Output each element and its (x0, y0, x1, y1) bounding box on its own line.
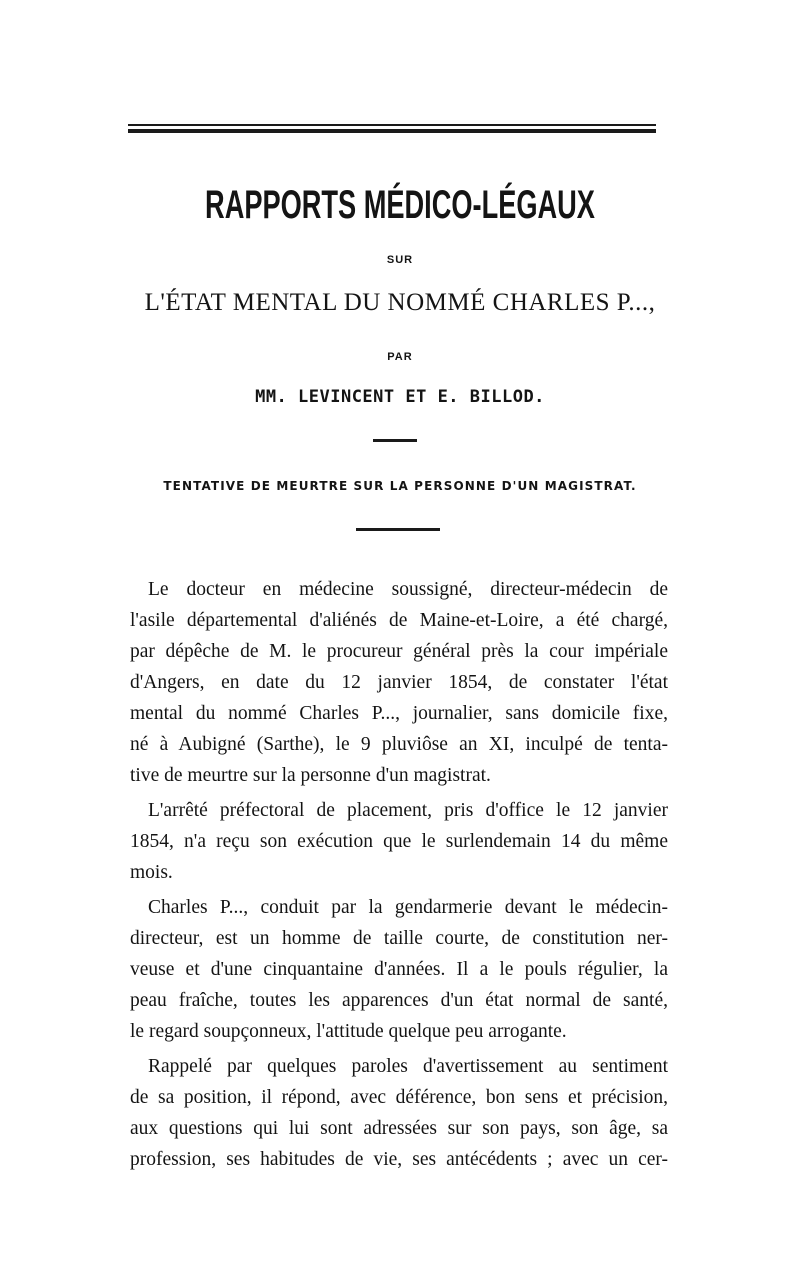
authors-line: MM. LEVINCENT ET E. BILLOD. (255, 387, 545, 407)
text-line: Rappelé par quelques paroles d'avertissement au sentiment (148, 1056, 668, 1077)
text-line: Charles P..., conduit par la gendarmerie devant le médecin- (148, 897, 668, 918)
text-line: né à Aubigné (Sarthe), le 9 pluviôse an XI, inculpé de tenta- (130, 734, 668, 755)
paragraph (130, 795, 668, 888)
text-line: l'asile départemental d'aliénés de Maine-et-Loire, a été chargé, (130, 610, 668, 631)
par-label: PAR (387, 351, 413, 363)
header-double-rule (128, 124, 656, 133)
text-line: tive de meurtre sur la personne d'un magistrat. (130, 765, 491, 786)
text-line: par dépêche de M. le procureur général près la cour impériale (130, 641, 668, 662)
sur-label: SUR (386, 254, 414, 266)
main-title: RAPPORTS MÉDICO-LÉGAUX (205, 183, 595, 227)
separator-rule-bottom (356, 528, 440, 531)
separator-rule-top (373, 439, 417, 442)
text-line: de sa position, il répond, avec déférence, bon sens et précision, (130, 1087, 668, 1108)
text-line: L'arrêté préfectoral de placement, pris d'office le 12 janvier (148, 800, 668, 821)
text-line: d'Angers, en date du 12 janvier 1854, de constater l'état (130, 672, 668, 693)
text-line: peau fraîche, toutes les apparences d'un état normal de santé, (130, 990, 668, 1011)
text-line: Le docteur en médecine soussigné, directeur-médecin de (148, 579, 668, 600)
text-line: veuse et d'une cinquantaine d'années. Il a le pouls régulier, la (130, 959, 668, 980)
text-line: aux questions qui lui sont adressées sur son pays, son âge, sa (130, 1118, 668, 1139)
subtitle: L'ÉTAT MENTAL DU NOMMÉ CHARLES P..., (144, 289, 656, 316)
header-rule-thick (128, 129, 656, 133)
section-heading: TENTATIVE DE MEURTRE SUR LA PERSONNE D'UN MAGISTRAT. (163, 479, 637, 493)
text-line: le regard soupçonneux, l'attitude quelque peu arrogante. (130, 1021, 567, 1042)
header-rule-thin (128, 124, 656, 126)
text-line: mois. (130, 862, 173, 883)
body-text (130, 574, 668, 1179)
text-line: mental du nommé Charles P..., journalier, sans domicile fixe, (130, 703, 668, 724)
paragraph (130, 892, 668, 1047)
text-line: 1854, n'a reçu son exécution que le surlendemain 14 du même (130, 831, 668, 852)
paragraph (130, 574, 668, 791)
text-line: profession, ses habitudes de vie, ses antécédents ; avec un cer- (130, 1149, 668, 1170)
paragraph (130, 1051, 668, 1175)
text-line: directeur, est un homme de taille courte, de constitution ner- (130, 928, 668, 949)
